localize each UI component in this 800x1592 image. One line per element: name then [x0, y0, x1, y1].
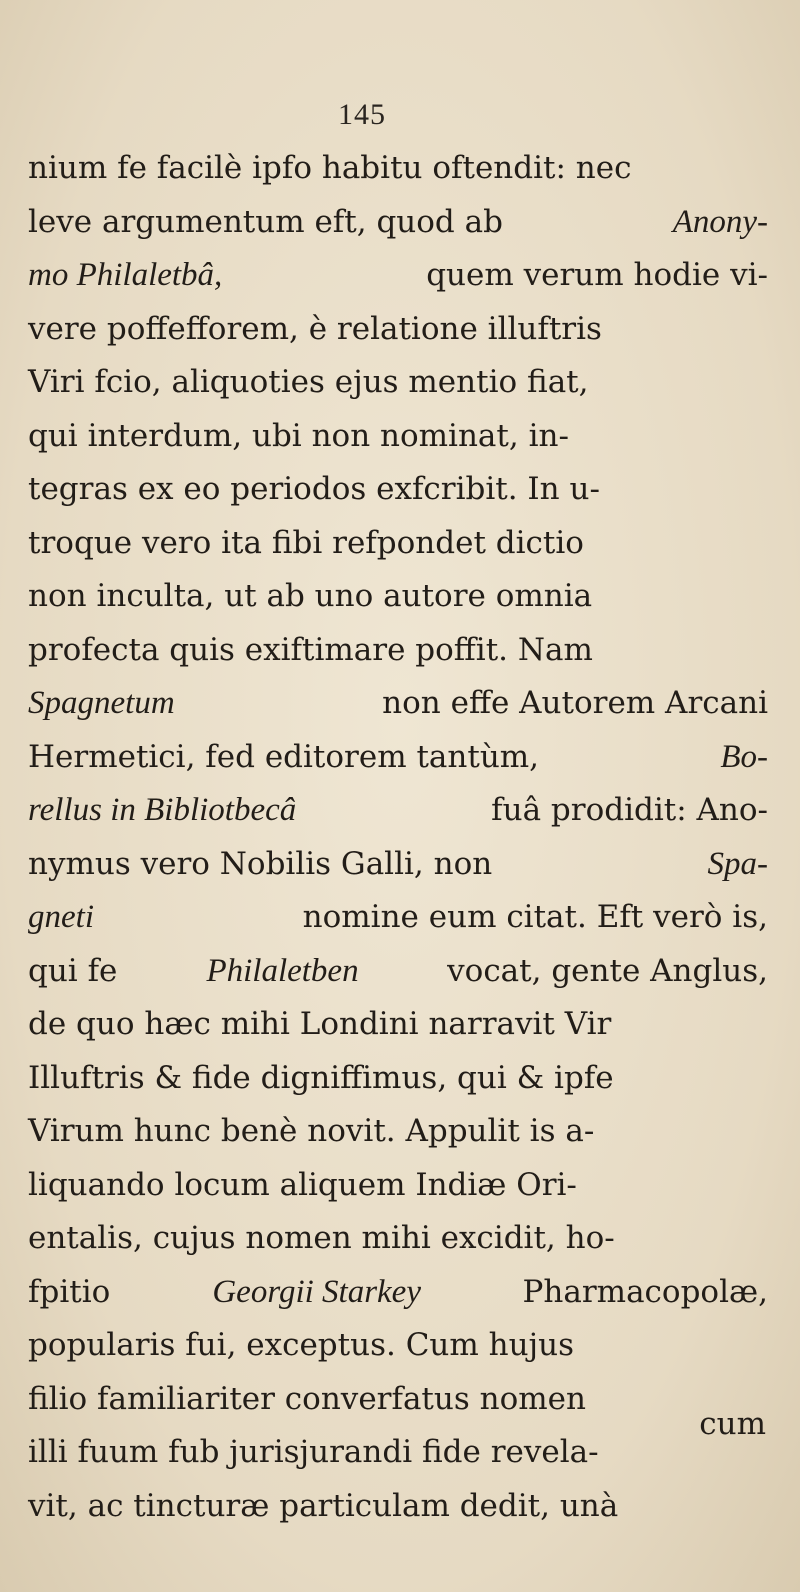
text-segment: entalis, cujus nomen mihi excidit, ho-	[28, 1220, 615, 1256]
text-segment: troque vero ita fibi refpondet dictio	[28, 524, 584, 561]
text-line	[28, 945, 768, 999]
text-segment: qui fe	[28, 952, 118, 989]
text-line	[28, 784, 768, 838]
text-line	[28, 1373, 768, 1427]
text-line	[28, 1426, 768, 1480]
text-segment: fpitio	[28, 1273, 111, 1310]
text-segment: Viri fcio, aliquoties ejus mentio fiat,	[28, 364, 589, 400]
text-segment: de quo hæc mihi Londini narravit Vir	[28, 1006, 612, 1042]
text-line	[28, 303, 768, 357]
text-segment: nomine eum citat. Eft verò is,	[302, 899, 768, 935]
text-line	[28, 463, 768, 517]
italic-text: Bo-	[720, 738, 768, 775]
italic-text: Spagnetum	[28, 685, 175, 721]
text-segment: popularis fui, exceptus. Cum hujus	[28, 1327, 575, 1363]
text-line	[28, 142, 768, 196]
text-line	[28, 624, 768, 678]
text-line	[28, 1212, 768, 1266]
text-line	[28, 356, 768, 410]
text-line	[28, 998, 768, 1052]
text-segment: liquando locum aliquem Indiæ Ori-	[28, 1166, 577, 1203]
text-line	[28, 731, 768, 785]
text-segment: vere poffefforem, è relatione illuftris	[28, 310, 602, 347]
text-line	[28, 1052, 768, 1106]
text-segment: vocat, gente Anglus,	[447, 952, 768, 989]
text-line	[28, 891, 768, 945]
text-line	[28, 1480, 768, 1534]
text-line	[28, 410, 768, 464]
catchword: cum	[699, 1406, 766, 1442]
text-segment: profecta quis exiftimare poffit. Nam	[28, 631, 593, 668]
text-segment: vit, ac tincturæ particulam dedit, unà	[28, 1487, 619, 1524]
text-line	[28, 570, 768, 624]
body-text	[28, 142, 768, 1533]
text-segment: leve argumentum eft, quod ab	[28, 203, 503, 240]
text-segment: quem verum hodie vi-	[426, 257, 768, 293]
text-segment: Virum hunc benè novit. Appulit is a-	[28, 1113, 595, 1149]
text-line	[28, 1105, 768, 1159]
italic-text: Spa-	[707, 845, 768, 882]
italic-text: rellus in Bibliotbecâ	[28, 792, 297, 828]
text-segment: Illuftris & fide digniffimus, qui & ipfe	[28, 1059, 614, 1096]
text-segment: non inculta, ut ab uno autore omnia	[28, 578, 593, 614]
italic-text: mo Philaletbâ,	[28, 257, 223, 293]
text-line	[28, 196, 768, 250]
text-segment: tegras ex eo periodos exfcribit. In u-	[28, 471, 600, 507]
text-segment: qui interdum, ubi non nominat, in-	[28, 417, 569, 454]
text-line	[28, 1266, 768, 1320]
text-segment: nium fe facilè ipfo habitu oftendit: nec	[28, 150, 632, 186]
italic-text: Philaletben	[206, 952, 359, 989]
text-line	[28, 1159, 768, 1213]
text-segment: fuâ prodidit: Ano-	[491, 792, 768, 828]
text-segment: Hermetici, fed editorem tantùm,	[28, 738, 540, 775]
text-line	[28, 1319, 768, 1373]
text-line	[28, 838, 768, 892]
text-segment: Pharmacopolæ,	[522, 1273, 768, 1310]
italic-text: Anony-	[672, 203, 768, 240]
page-number: 145	[338, 98, 386, 131]
italic-text: gneti	[28, 899, 94, 935]
text-segment: illi fuum fub jurisjurandi fide revela-	[28, 1434, 599, 1470]
text-segment: filio familiariter converfatus nomen	[28, 1380, 586, 1417]
text-line	[28, 677, 768, 731]
text-segment: nymus vero Nobilis Galli, non	[28, 845, 493, 882]
text-line	[28, 249, 768, 303]
text-segment: non effe Autorem Arcani	[382, 685, 768, 721]
text-line	[28, 517, 768, 571]
italic-text: Georgii Starkey	[212, 1273, 421, 1310]
